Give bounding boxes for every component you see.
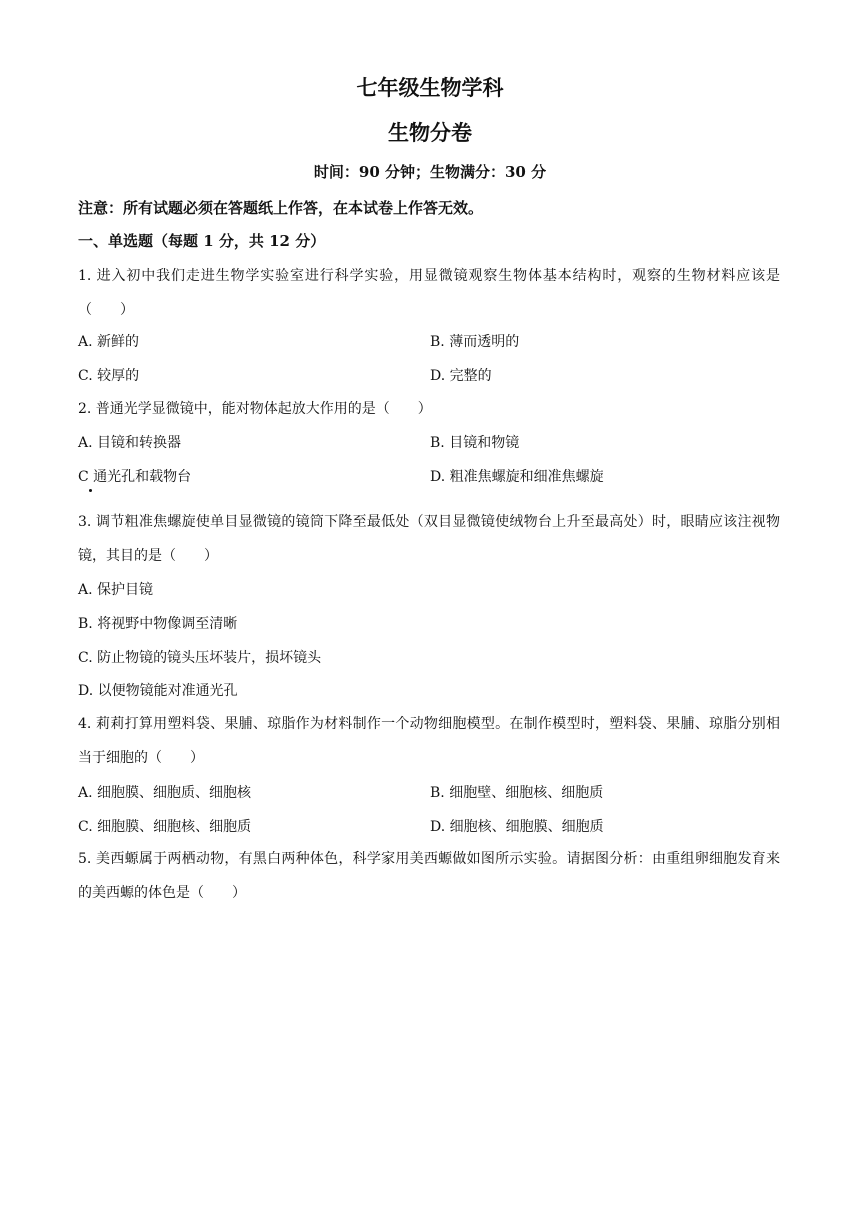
- stray-dot-mark: [89, 489, 92, 492]
- question-4-stem: 4. 莉莉打算用塑料袋、果脯、琼脂作为材料制作一个动物细胞模型。在制作模型时，塑料袋、果脯、琼脂分别相当于细胞的（ ）: [78, 716, 780, 766]
- question-5-stem: 5. 美西螈属于两栖动物，有黑白两种体色，科学家用美西螈做如图所示实验。请据图分析：由重组卵细胞发育来的美西螈的体色是（ ）: [78, 851, 780, 901]
- question-2-option-a: A. 目镜和转换器: [78, 435, 182, 451]
- page-subtitle: 生物分卷: [388, 120, 472, 145]
- question-4-option-a: A. 细胞膜、细胞质、细胞核: [78, 785, 252, 801]
- question-1-stem: 1. 进入初中我们走进生物学实验室进行科学实验，用显微镜观察生物体基本结构时，观察的生物材料应该是（ ）: [78, 268, 780, 318]
- question-1-option-c: C. 较厚的: [78, 368, 140, 384]
- question-4-option-c: C. 细胞膜、细胞核、细胞质: [78, 819, 252, 835]
- question-3-option-a: A. 保护目镜: [78, 582, 154, 598]
- section-title: 一、单选题（每题 1 分，共 12 分）: [78, 232, 326, 250]
- question-3-option-c: C. 防止物镜的镜头压坏装片，损坏镜头: [78, 650, 322, 666]
- question-2-stem: 2. 普通光学显微镜中，能对物体起放大作用的是（ ）: [78, 401, 432, 417]
- question-1-option-b: B. 薄而透明的: [430, 334, 520, 350]
- exam-meta: 时间：90 分钟；生物满分：30 分: [313, 163, 547, 181]
- question-1-option-a: A. 新鲜的: [78, 334, 140, 350]
- question-3-option-b: B. 将视野中物像调至清晰: [78, 616, 238, 632]
- question-3-option-d: D. 以便物镜能对准通光孔: [78, 683, 238, 699]
- question-1-option-d: D. 完整的: [430, 368, 492, 384]
- question-2-option-c: C 通光孔和载物台: [78, 469, 192, 485]
- question-3-stem: 3. 调节粗准焦螺旋使单目显微镜的镜筒下降至最低处（双目显微镜使绒物台上升至最高处）时，眼睛应该注视物镜，其目的是（ ）: [78, 514, 780, 564]
- question-2-option-d: D. 粗准焦螺旋和细准焦螺旋: [430, 469, 604, 485]
- exam-notice: 注意：所有试题必须在答题纸上作答，在本试卷上作答无效。: [78, 199, 484, 217]
- question-4-option-d: D. 细胞核、细胞膜、细胞质: [430, 819, 604, 835]
- page-title: 七年级生物学科: [356, 75, 504, 100]
- question-2-option-b: B. 目镜和物镜: [430, 435, 520, 451]
- question-4-option-b: B. 细胞壁、细胞核、细胞质: [430, 785, 604, 801]
